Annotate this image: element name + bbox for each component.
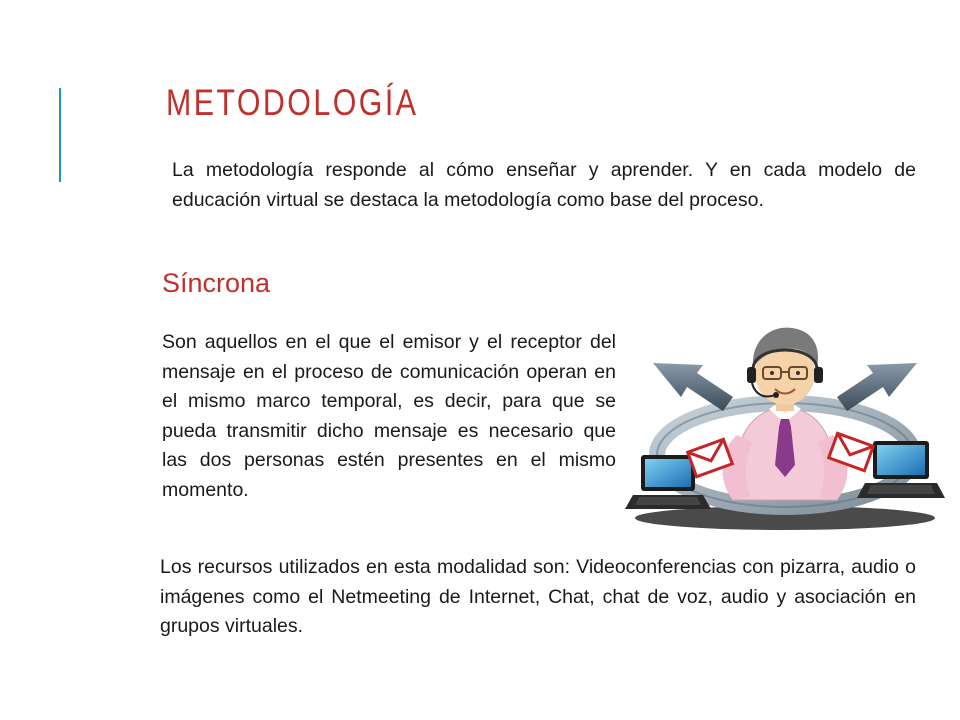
sync-description-paragraph: Son aquellos en el que el emisor y el receptor del mensaje en el proceso de comunicación operan en el mismo marco temporal, es decir, para que se pueda transmitir dicho mensaje es necesario que las dos personas estén presentes en el mismo momento.	[162, 331, 616, 501]
synchronous-communication-illustration	[625, 315, 945, 530]
intro-paragraph: La metodología responde al cómo enseñar y aprender. Y en cada modelo de educación virtual se destaca la metodología como base del proceso.	[172, 159, 916, 211]
arrow-right-icon	[837, 363, 917, 411]
arrow-left-icon	[653, 363, 733, 411]
section-subtitle: Síncrona	[162, 268, 271, 298]
resources-paragraph: Los recursos utilizados en esta modalidad son: Videoconferencias con pizarra, audio o imágenes como el Netmeeting de Internet, Chat, chat de voz, audio y asociación en grupos virtuales.	[160, 556, 916, 637]
slide-title: METODOLOGÍA	[166, 82, 419, 123]
title-accent-bar	[59, 88, 61, 182]
